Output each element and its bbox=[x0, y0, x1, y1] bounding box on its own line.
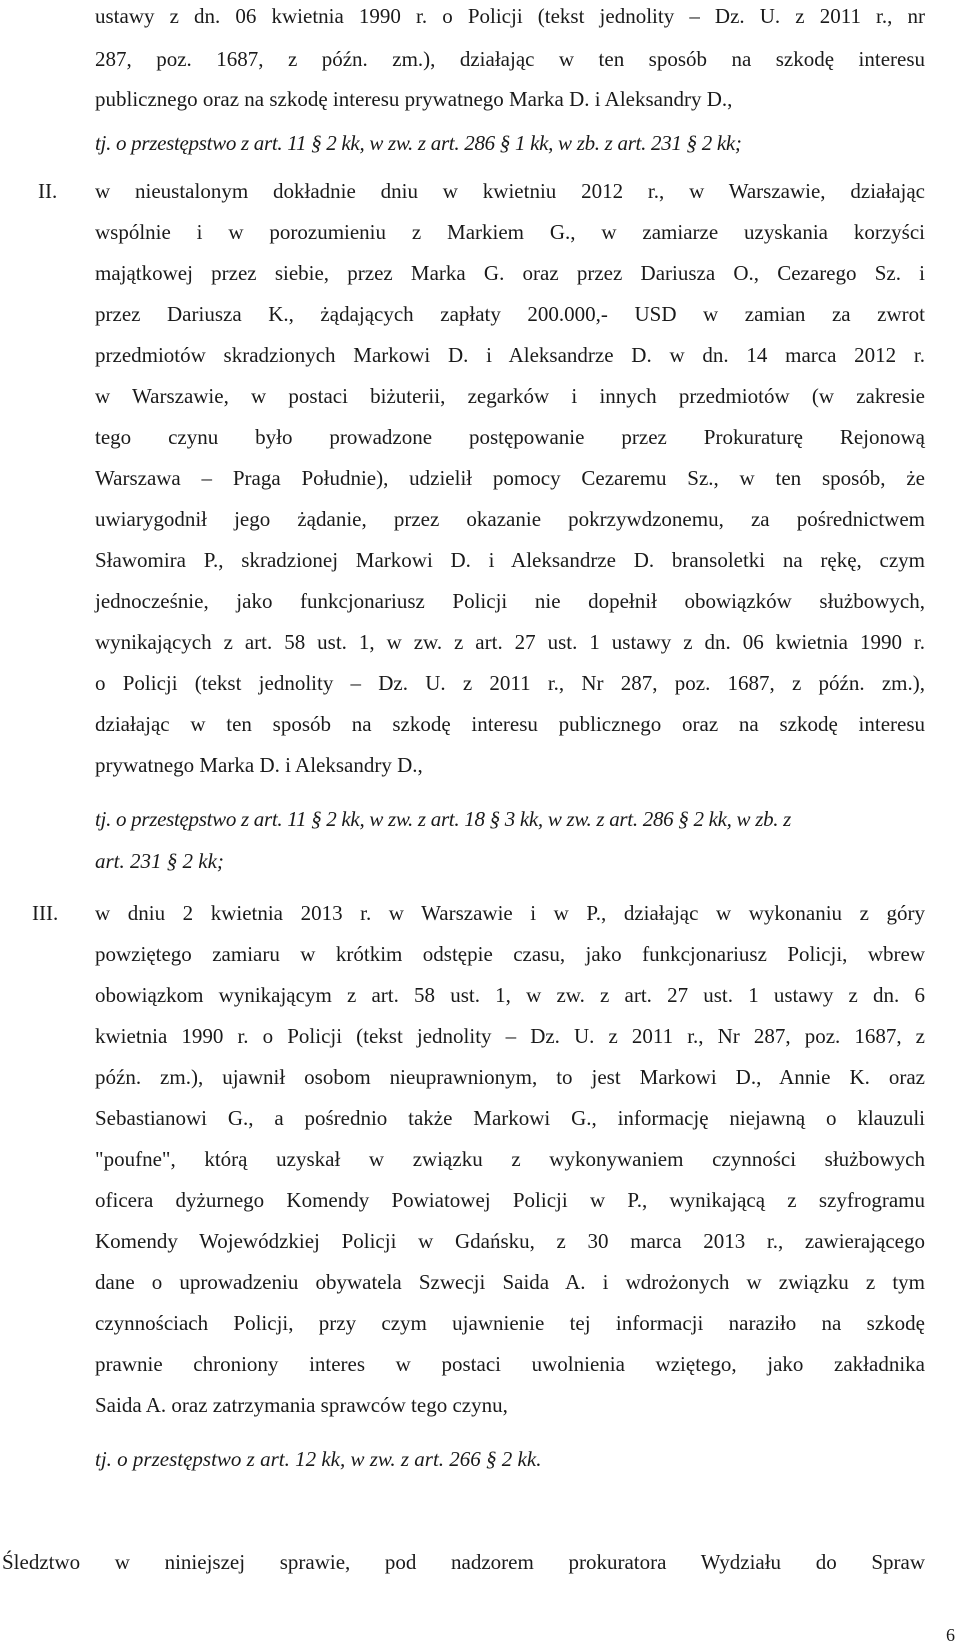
paragraph-line: ustawy z dn. 06 kwietnia 1990 r. o Policji (tekst jednolity – Dz. U. z 2011 r., nr bbox=[95, 4, 925, 28]
paragraph-line: działając w ten sposób na szkodę interesu publicznego oraz na szkodę interesu bbox=[95, 712, 925, 736]
paragraph-line: o Policji (tekst jednolity – Dz. U. z 2011 r., Nr 287, poz. 1687, z późn. zm.), bbox=[95, 671, 925, 695]
paragraph-line: Komendy Wojewódzkiej Policji w Gdańsku, z 30 marca 2013 r., zawierającego bbox=[95, 1229, 925, 1253]
paragraph-line: prawnie chroniony interes w postaci uwolnienia wziętego, jako zakładnika bbox=[95, 1352, 925, 1376]
legal-qualification: tj. o przestępstwo z art. 12 kk, w zw. z art. 266 § 2 kk. bbox=[95, 1447, 542, 1471]
paragraph-line: dane o uprowadzeniu obywatela Szwecji Saida A. i wdrożonych w związku z tym bbox=[95, 1270, 925, 1294]
paragraph-line: Warszawa – Praga Południe), udzielił pomocy Cezaremu Sz., w ten sposób, że bbox=[95, 466, 925, 490]
paragraph-line: uwiarygodnił jego żądanie, przez okazanie pokrzywdzonemu, za pośrednictwem bbox=[95, 507, 925, 531]
page-number: 6 bbox=[946, 1625, 955, 1645]
paragraph-line: w dniu 2 kwietnia 2013 r. w Warszawie i w P., działając w wykonaniu z góry bbox=[95, 901, 925, 925]
legal-qualification: art. 231 § 2 kk; bbox=[95, 849, 224, 873]
paragraph-line: Sławomira P., skradzionej Markowi D. i Aleksandrze D. bransoletki na rękę, czym bbox=[95, 548, 925, 572]
paragraph-line: kwietnia 1990 r. o Policji (tekst jednolity – Dz. U. z 2011 r., Nr 287, poz. 1687, z bbox=[95, 1024, 925, 1048]
paragraph-line: wspólnie i w porozumieniu z Markiem G., w zamiarze uzyskania korzyści bbox=[95, 220, 925, 244]
legal-qualification: tj. o przestępstwo z art. 11 § 2 kk, w zw. z art. 286 § 1 kk, w zb. z art. 231 § 2 kk; bbox=[95, 131, 742, 155]
paragraph-line: publicznego oraz na szkodę interesu prywatnego Marka D. i Aleksandry D., bbox=[95, 87, 733, 111]
paragraph-line: w nieustalonym dokładnie dniu w kwietniu 2012 r., w Warszawie, działając bbox=[95, 179, 925, 203]
paragraph-line: przedmiotów skradzionych Markowi D. i Aleksandrze D. w dn. 14 marca 2012 r. bbox=[95, 343, 925, 367]
paragraph-line: majątkowej przez siebie, przez Marka G. oraz przez Dariusza O., Cezarego Sz. i bbox=[95, 261, 925, 285]
section-number: II. bbox=[38, 179, 58, 203]
paragraph-line: wynikających z art. 58 ust. 1, w zw. z art. 27 ust. 1 ustawy z dn. 06 kwietnia 1990 r. bbox=[95, 630, 925, 654]
legal-qualification: tj. o przestępstwo z art. 11 § 2 kk, w zw. z art. 18 § 3 kk, w zw. z art. 286 § 2 kk, w zb. z bbox=[95, 807, 792, 831]
section-number: III. bbox=[32, 901, 59, 925]
paragraph-line: prywatnego Marka D. i Aleksandry D., bbox=[95, 753, 423, 777]
paragraph-line: czynnościach Policji, przy czym ujawnienie tej informacji naraziło na szkodę bbox=[95, 1311, 925, 1335]
paragraph-line: Śledztwo w niniejszej sprawie, pod nadzorem prokuratora Wydziału do Spraw bbox=[2, 1550, 925, 1574]
paragraph-line: powziętego zamiaru w krótkim odstępie czasu, jako funkcjonariusz Policji, wbrew bbox=[95, 942, 925, 966]
paragraph-line: "poufne", którą uzyskał w związku z wykonywaniem czynności służbowych bbox=[95, 1147, 925, 1171]
paragraph-line: tego czynu było prowadzone postępowanie przez Prokuraturę Rejonową bbox=[95, 425, 925, 449]
paragraph-line: przez Dariusza K., żądających zapłaty 200.000,- USD w zamian za zwrot bbox=[95, 302, 925, 326]
paragraph-line: Sebastianowi G., a pośrednio także Markowi G., informację niejawną o klauzuli bbox=[95, 1106, 925, 1130]
paragraph-line: jednocześnie, jako funkcjonariusz Policji nie dopełnił obowiązków służbowych, bbox=[95, 589, 925, 613]
paragraph-line: obowiązkom wynikającym z art. 58 ust. 1, w zw. z art. 27 ust. 1 ustawy z dn. 6 bbox=[95, 983, 925, 1007]
paragraph-line: późn. zm.), ujawnił osobom nieuprawnionym, to jest Markowi D., Annie K. oraz bbox=[95, 1065, 925, 1089]
paragraph-line: w Warszawie, w postaci biżuterii, zegarków i innych przedmiotów (w zakresie bbox=[95, 384, 925, 408]
paragraph-line: Saida A. oraz zatrzymania sprawców tego czynu, bbox=[95, 1393, 508, 1417]
paragraph-line: oficera dyżurnego Komendy Powiatowej Policji w P., wynikającą z szyfrogramu bbox=[95, 1188, 925, 1212]
paragraph-line: 287, poz. 1687, z późn. zm.), działając w ten sposób na szkodę interesu bbox=[95, 47, 925, 71]
